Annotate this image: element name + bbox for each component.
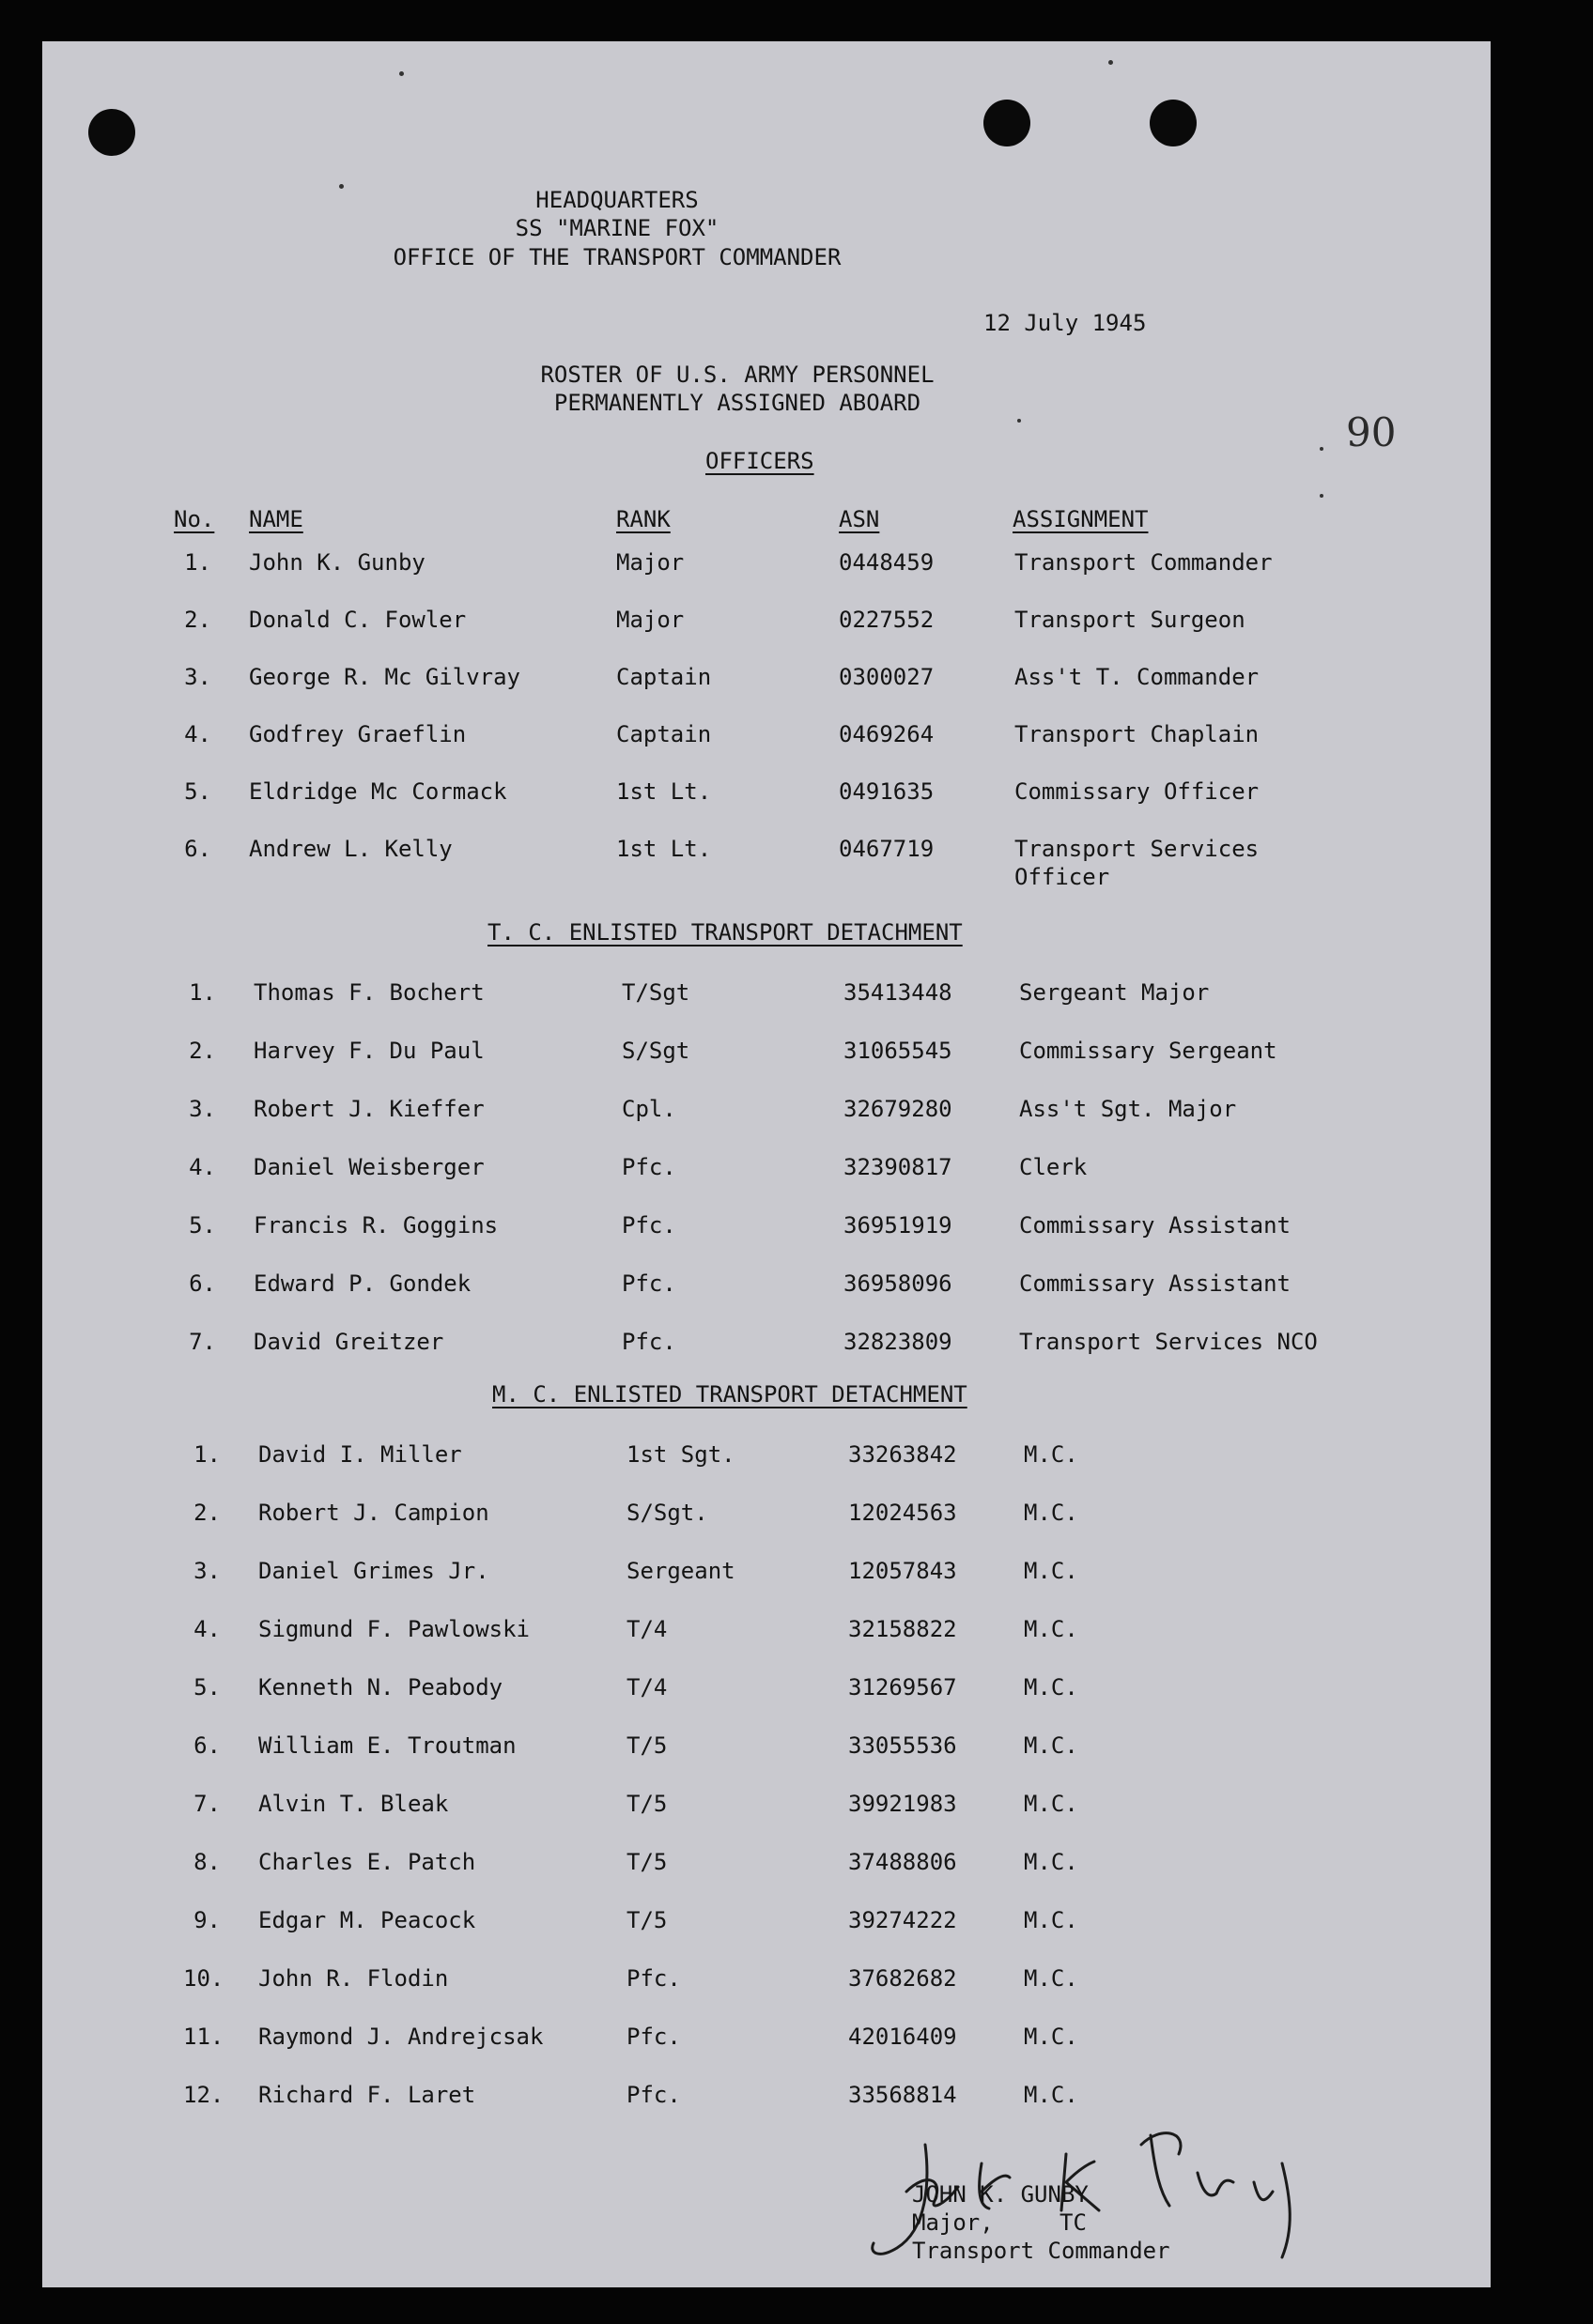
row-number: 5. [184, 778, 211, 805]
column-header-rank: RANK [616, 506, 671, 532]
row-rank: S/Sgt. [626, 1500, 708, 1526]
row-asn: 39274222 [848, 1907, 957, 1933]
row-name: Thomas F. Bochert [254, 979, 485, 1006]
row-asn: 37682682 [848, 1965, 957, 1992]
row-number: 4. [189, 1154, 216, 1180]
table-row [42, 1731, 1491, 1763]
row-rank: 1st Lt. [616, 836, 712, 862]
table-row [42, 606, 1491, 638]
row-asn: 32679280 [843, 1096, 952, 1122]
section-heading-tc: T. C. ENLISTED TRANSPORT DETACHMENT [487, 919, 963, 946]
row-name: David Greitzer [254, 1329, 444, 1355]
row-number: 5. [193, 1674, 221, 1701]
table-row [42, 2023, 1491, 2055]
row-assignment: Transport Commander [1014, 549, 1273, 576]
table-row [42, 548, 1491, 580]
row-name: Kenneth N. Peabody [258, 1674, 503, 1701]
row-rank: Pfc. [626, 2082, 681, 2108]
roster-title-2: PERMANENTLY ASSIGNED ABOARD [553, 390, 921, 416]
row-rank: T/Sgt [622, 979, 690, 1006]
row-assignment: M.C. [1024, 1849, 1078, 1875]
row-asn: 12024563 [848, 1500, 957, 1526]
row-asn: 0300027 [839, 664, 935, 690]
column-header-assignment: ASSIGNMENT [1013, 506, 1149, 532]
row-name: Daniel Grimes Jr. [258, 1558, 489, 1584]
row-number: 1. [193, 1441, 221, 1468]
table-row [42, 835, 1491, 890]
row-assignment: Transport Chaplain [1014, 721, 1260, 747]
row-rank: Pfc. [622, 1270, 676, 1297]
row-rank: Major [616, 607, 685, 633]
row-assignment: M.C. [1024, 2024, 1078, 2050]
row-asn: 32823809 [843, 1329, 952, 1355]
row-number: 11. [183, 2024, 224, 2050]
row-asn: 37488806 [848, 1849, 957, 1875]
table-row [42, 1499, 1491, 1531]
row-number: 2. [193, 1500, 221, 1526]
row-assignment: Clerk [1019, 1154, 1088, 1180]
header-line-3: OFFICE OF THE TRANSPORT COMMANDER [393, 244, 842, 270]
row-number: 6. [193, 1732, 221, 1759]
row-rank: Pfc. [626, 2024, 681, 2050]
row-assignment: Ass't T. Commander [1014, 664, 1260, 690]
row-number: 3. [184, 664, 211, 690]
row-rank: Cpl. [622, 1096, 676, 1122]
row-name: Harvey F. Du Paul [254, 1038, 485, 1064]
row-asn: 33568814 [848, 2082, 957, 2108]
speck [1017, 419, 1021, 423]
row-rank: Pfc. [622, 1212, 676, 1239]
row-assignment: Transport Services [1014, 836, 1260, 862]
row-assignment: M.C. [1024, 2082, 1078, 2108]
row-name: Godfrey Graeflin [249, 721, 467, 747]
row-assignment: M.C. [1024, 1558, 1078, 1584]
column-header-row [42, 505, 1491, 537]
table-row [42, 1964, 1491, 1996]
row-assignment: M.C. [1024, 1732, 1078, 1759]
row-rank: S/Sgt [622, 1038, 690, 1064]
row-asn: 42016409 [848, 2024, 957, 2050]
row-assignment: Ass't Sgt. Major [1019, 1096, 1237, 1122]
speck [1320, 494, 1323, 498]
table-row [42, 777, 1491, 809]
row-assignment: Commissary Sergeant [1019, 1038, 1277, 1064]
row-asn: 12057843 [848, 1558, 957, 1584]
section-heading-mc: M. C. ENLISTED TRANSPORT DETACHMENT [492, 1381, 967, 1408]
row-asn: 33055536 [848, 1732, 957, 1759]
table-row [42, 978, 1491, 1010]
header-line-1: HEADQUARTERS [535, 187, 699, 213]
row-assignment: Sergeant Major [1019, 979, 1210, 1006]
row-asn: 0467719 [839, 836, 935, 862]
row-name: Raymond J. Andrejcsak [258, 2024, 544, 2050]
row-asn: 0491635 [839, 778, 935, 805]
row-asn: 32390817 [843, 1154, 952, 1180]
row-asn: 33263842 [848, 1441, 957, 1468]
page-number: 90 [1346, 409, 1397, 455]
row-number: 8. [193, 1849, 221, 1875]
row-number: 7. [193, 1791, 221, 1817]
row-name: Donald C. Fowler [249, 607, 467, 633]
row-rank: 1st Sgt. [626, 1441, 735, 1468]
table-row [42, 1615, 1491, 1647]
table-row [42, 1328, 1491, 1360]
row-number: 1. [189, 979, 216, 1006]
row-assignment: Commissary Assistant [1019, 1212, 1291, 1239]
table-row [42, 1440, 1491, 1472]
row-name: Edward P. Gondek [254, 1270, 472, 1297]
row-number: 7. [189, 1329, 216, 1355]
document-page [42, 41, 1491, 2287]
row-rank: Pfc. [626, 1965, 681, 1992]
signatory-branch: TC [1059, 2209, 1087, 2236]
row-asn: 32158822 [848, 1616, 957, 1642]
row-rank: T/4 [626, 1674, 668, 1701]
speck [339, 184, 344, 189]
row-assignment: M.C. [1024, 1441, 1078, 1468]
punch-hole [1150, 100, 1197, 146]
row-assignment: M.C. [1024, 1500, 1078, 1526]
row-name: Francis R. Goggins [254, 1212, 499, 1239]
row-rank: T/4 [626, 1616, 668, 1642]
row-asn: 0227552 [839, 607, 935, 633]
row-rank: Pfc. [622, 1154, 676, 1180]
table-row [42, 1557, 1491, 1589]
row-name: Daniel Weisberger [254, 1154, 485, 1180]
row-assignment: Commissary Officer [1014, 778, 1260, 805]
header-line-2: SS "MARINE FOX" [515, 215, 719, 241]
row-name: George R. Mc Gilvray [249, 664, 520, 690]
speck [399, 71, 404, 76]
row-name: Charles E. Patch [258, 1849, 476, 1875]
row-number: 12. [183, 2082, 224, 2108]
table-row [42, 720, 1491, 752]
row-number: 6. [184, 836, 211, 862]
row-assignment: Transport Services NCO [1019, 1329, 1318, 1355]
row-name: Sigmund F. Pawlowski [258, 1616, 530, 1642]
column-header-no: No. [174, 506, 215, 532]
row-assignment: Transport Surgeon [1014, 607, 1245, 633]
row-name: Robert J. Kieffer [254, 1096, 485, 1122]
row-name: Eldridge Mc Cormack [249, 778, 507, 805]
row-rank: T/5 [626, 1791, 668, 1817]
row-rank: T/5 [626, 1732, 668, 1759]
row-asn: 35413448 [843, 979, 952, 1006]
signatory-rank: Major, [912, 2209, 994, 2236]
row-name: John K. Gunby [249, 549, 425, 576]
table-row [42, 1270, 1491, 1301]
speck [1108, 60, 1113, 65]
row-assignment: M.C. [1024, 1907, 1078, 1933]
row-rank: T/5 [626, 1907, 668, 1933]
row-name: John R. Flodin [258, 1965, 449, 1992]
row-rank: Captain [616, 721, 712, 747]
document-date: 12 July 1945 [983, 310, 1147, 336]
row-number: 1. [184, 549, 211, 576]
speck [1320, 447, 1323, 451]
row-name: Andrew L. Kelly [249, 836, 453, 862]
row-number: 10. [183, 1965, 224, 1992]
row-assignment: M.C. [1024, 1616, 1078, 1642]
row-rank: Captain [616, 664, 712, 690]
row-number: 3. [189, 1096, 216, 1122]
roster-title-1: ROSTER OF U.S. ARMY PERSONNEL [540, 362, 935, 388]
row-asn: 0469264 [839, 721, 935, 747]
row-number: 4. [184, 721, 211, 747]
row-asn: 39921983 [848, 1791, 957, 1817]
row-assignment: M.C. [1024, 1965, 1078, 1992]
table-row [42, 1673, 1491, 1705]
row-asn: 31269567 [848, 1674, 957, 1701]
row-name: Richard F. Laret [258, 2082, 476, 2108]
punch-hole [983, 100, 1030, 146]
row-rank: 1st Lt. [616, 778, 712, 805]
row-asn: 0448459 [839, 549, 935, 576]
row-rank: Sergeant [626, 1558, 735, 1584]
row-number: 2. [184, 607, 211, 633]
table-row [42, 1848, 1491, 1880]
row-assignment: Commissary Assistant [1019, 1270, 1291, 1297]
column-header-name: NAME [249, 506, 303, 532]
table-row [42, 1037, 1491, 1069]
row-name: David I. Miller [258, 1441, 462, 1468]
row-name: William E. Troutman [258, 1732, 517, 1759]
table-row [42, 1153, 1491, 1185]
row-asn: 31065545 [843, 1038, 952, 1064]
row-rank: Major [616, 549, 685, 576]
row-number: 4. [193, 1616, 221, 1642]
row-name: Edgar M. Peacock [258, 1907, 476, 1933]
signatory-name: JOHN K. GUNBY [912, 2181, 1089, 2208]
table-row [42, 1095, 1491, 1127]
row-assignment: M.C. [1024, 1791, 1078, 1817]
table-row [42, 1211, 1491, 1243]
column-header-asn: ASN [839, 506, 880, 532]
row-assignment: M.C. [1024, 1674, 1078, 1701]
row-name: Alvin T. Bleak [258, 1791, 449, 1817]
row-name: Robert J. Campion [258, 1500, 489, 1526]
row-number: 6. [189, 1270, 216, 1297]
row-asn: 36951919 [843, 1212, 952, 1239]
table-row [42, 1790, 1491, 1822]
row-rank: Pfc. [622, 1329, 676, 1355]
table-row [42, 663, 1491, 695]
section-heading-officers: OFFICERS [705, 448, 814, 474]
row-rank: T/5 [626, 1849, 668, 1875]
row-assignment-continued: Officer [1014, 864, 1110, 890]
punch-hole [88, 109, 135, 156]
row-number: 2. [189, 1038, 216, 1064]
row-asn: 36958096 [843, 1270, 952, 1297]
row-number: 5. [189, 1212, 216, 1239]
table-row [42, 1906, 1491, 1938]
row-number: 3. [193, 1558, 221, 1584]
row-number: 9. [193, 1907, 221, 1933]
signatory-title: Transport Commander [912, 2238, 1170, 2264]
